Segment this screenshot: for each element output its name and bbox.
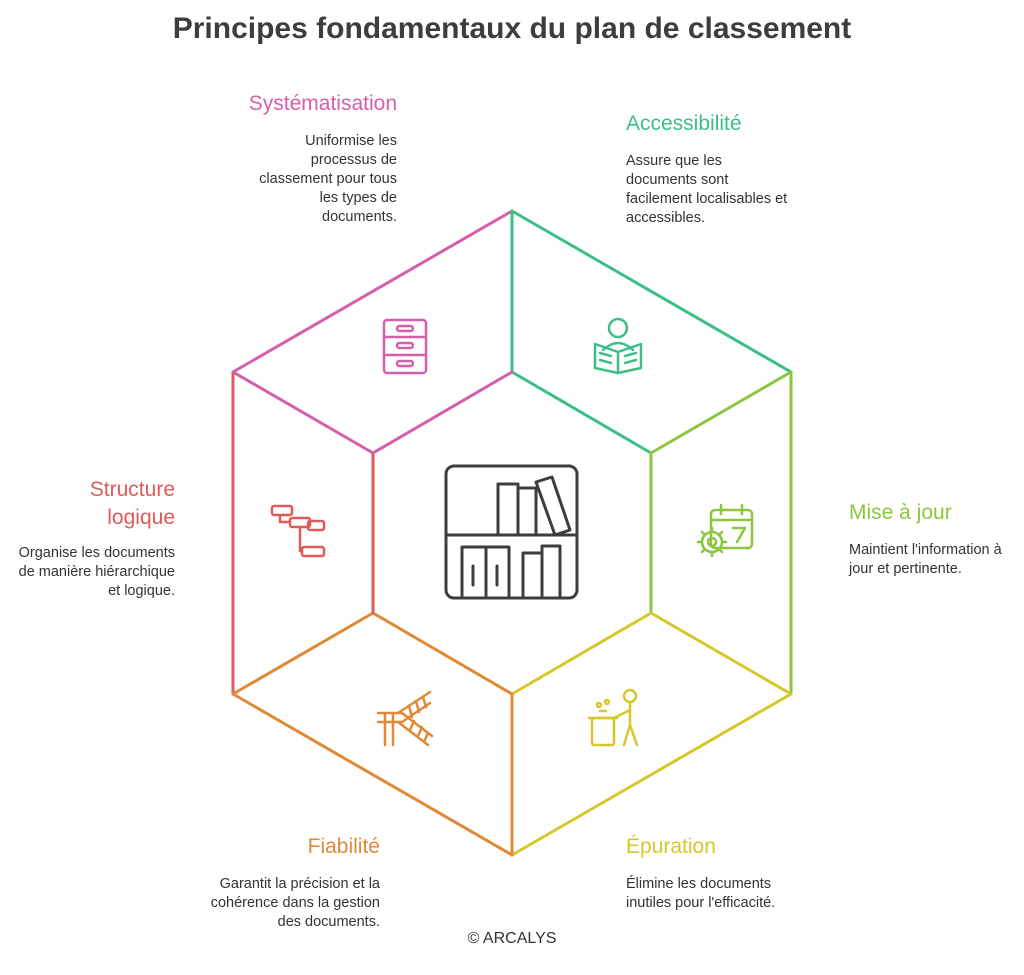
copyright-footer: © ARCALYS	[467, 930, 557, 947]
accessibilite-description: Assure que les documents sont facilement localisables et accessibles.	[626, 153, 788, 226]
spoke-upper-right	[651, 372, 791, 453]
bookshelf-icon	[446, 466, 577, 598]
systematisation-description: Uniformise les processus de classement pour tous les types de documents.	[259, 133, 397, 225]
mise-a-jour-heading: Mise à jour	[849, 501, 952, 524]
stairs-icon	[378, 692, 432, 745]
edge-systematisation-left	[233, 211, 512, 372]
person-reading-icon	[595, 319, 641, 373]
page-title: Principes fondamentaux du plan de classement	[172, 12, 852, 45]
spoke-upper-left	[233, 372, 373, 453]
label-mise-a-jour	[849, 499, 1019, 579]
epuration-description: Élimine les documents inutiles pour l'efficacité.	[626, 876, 776, 911]
calendar-gear-icon	[698, 505, 752, 556]
systematisation-heading: Systématisation	[248, 92, 397, 115]
label-epuration	[626, 833, 826, 913]
spoke-lower-left	[233, 613, 373, 694]
inner-edge-6	[373, 372, 512, 453]
file-cabinet-icon	[384, 320, 426, 373]
label-systematisation	[190, 90, 397, 227]
accessibilite-heading: Accessibilité	[626, 112, 742, 135]
person-trash-icon	[589, 690, 637, 745]
structure-description: Organise les documents de manière hiérarchique et logique.	[18, 545, 175, 599]
hierarchy-icon	[272, 506, 324, 556]
structure-heading: Structure logique	[89, 478, 175, 529]
label-accessibilite	[626, 110, 826, 228]
epuration-heading: Épuration	[626, 835, 716, 858]
inner-edge-1	[512, 372, 651, 453]
edge-fiabilite	[233, 694, 512, 855]
spoke-lower-right	[651, 613, 791, 694]
mise-a-jour-description: Maintient l'information à jour et pertinente.	[849, 542, 1002, 577]
label-structure	[10, 476, 175, 601]
edge-accessibilite-right	[512, 211, 791, 372]
fiabilite-description: Garantit la précision et la cohérence dans la gestion des documents.	[210, 876, 380, 930]
label-fiabilite	[190, 833, 380, 932]
inner-edge-3	[512, 613, 651, 694]
fiabilite-heading: Fiabilité	[307, 835, 380, 858]
edge-epuration	[512, 694, 791, 855]
inner-edge-4	[373, 613, 512, 694]
